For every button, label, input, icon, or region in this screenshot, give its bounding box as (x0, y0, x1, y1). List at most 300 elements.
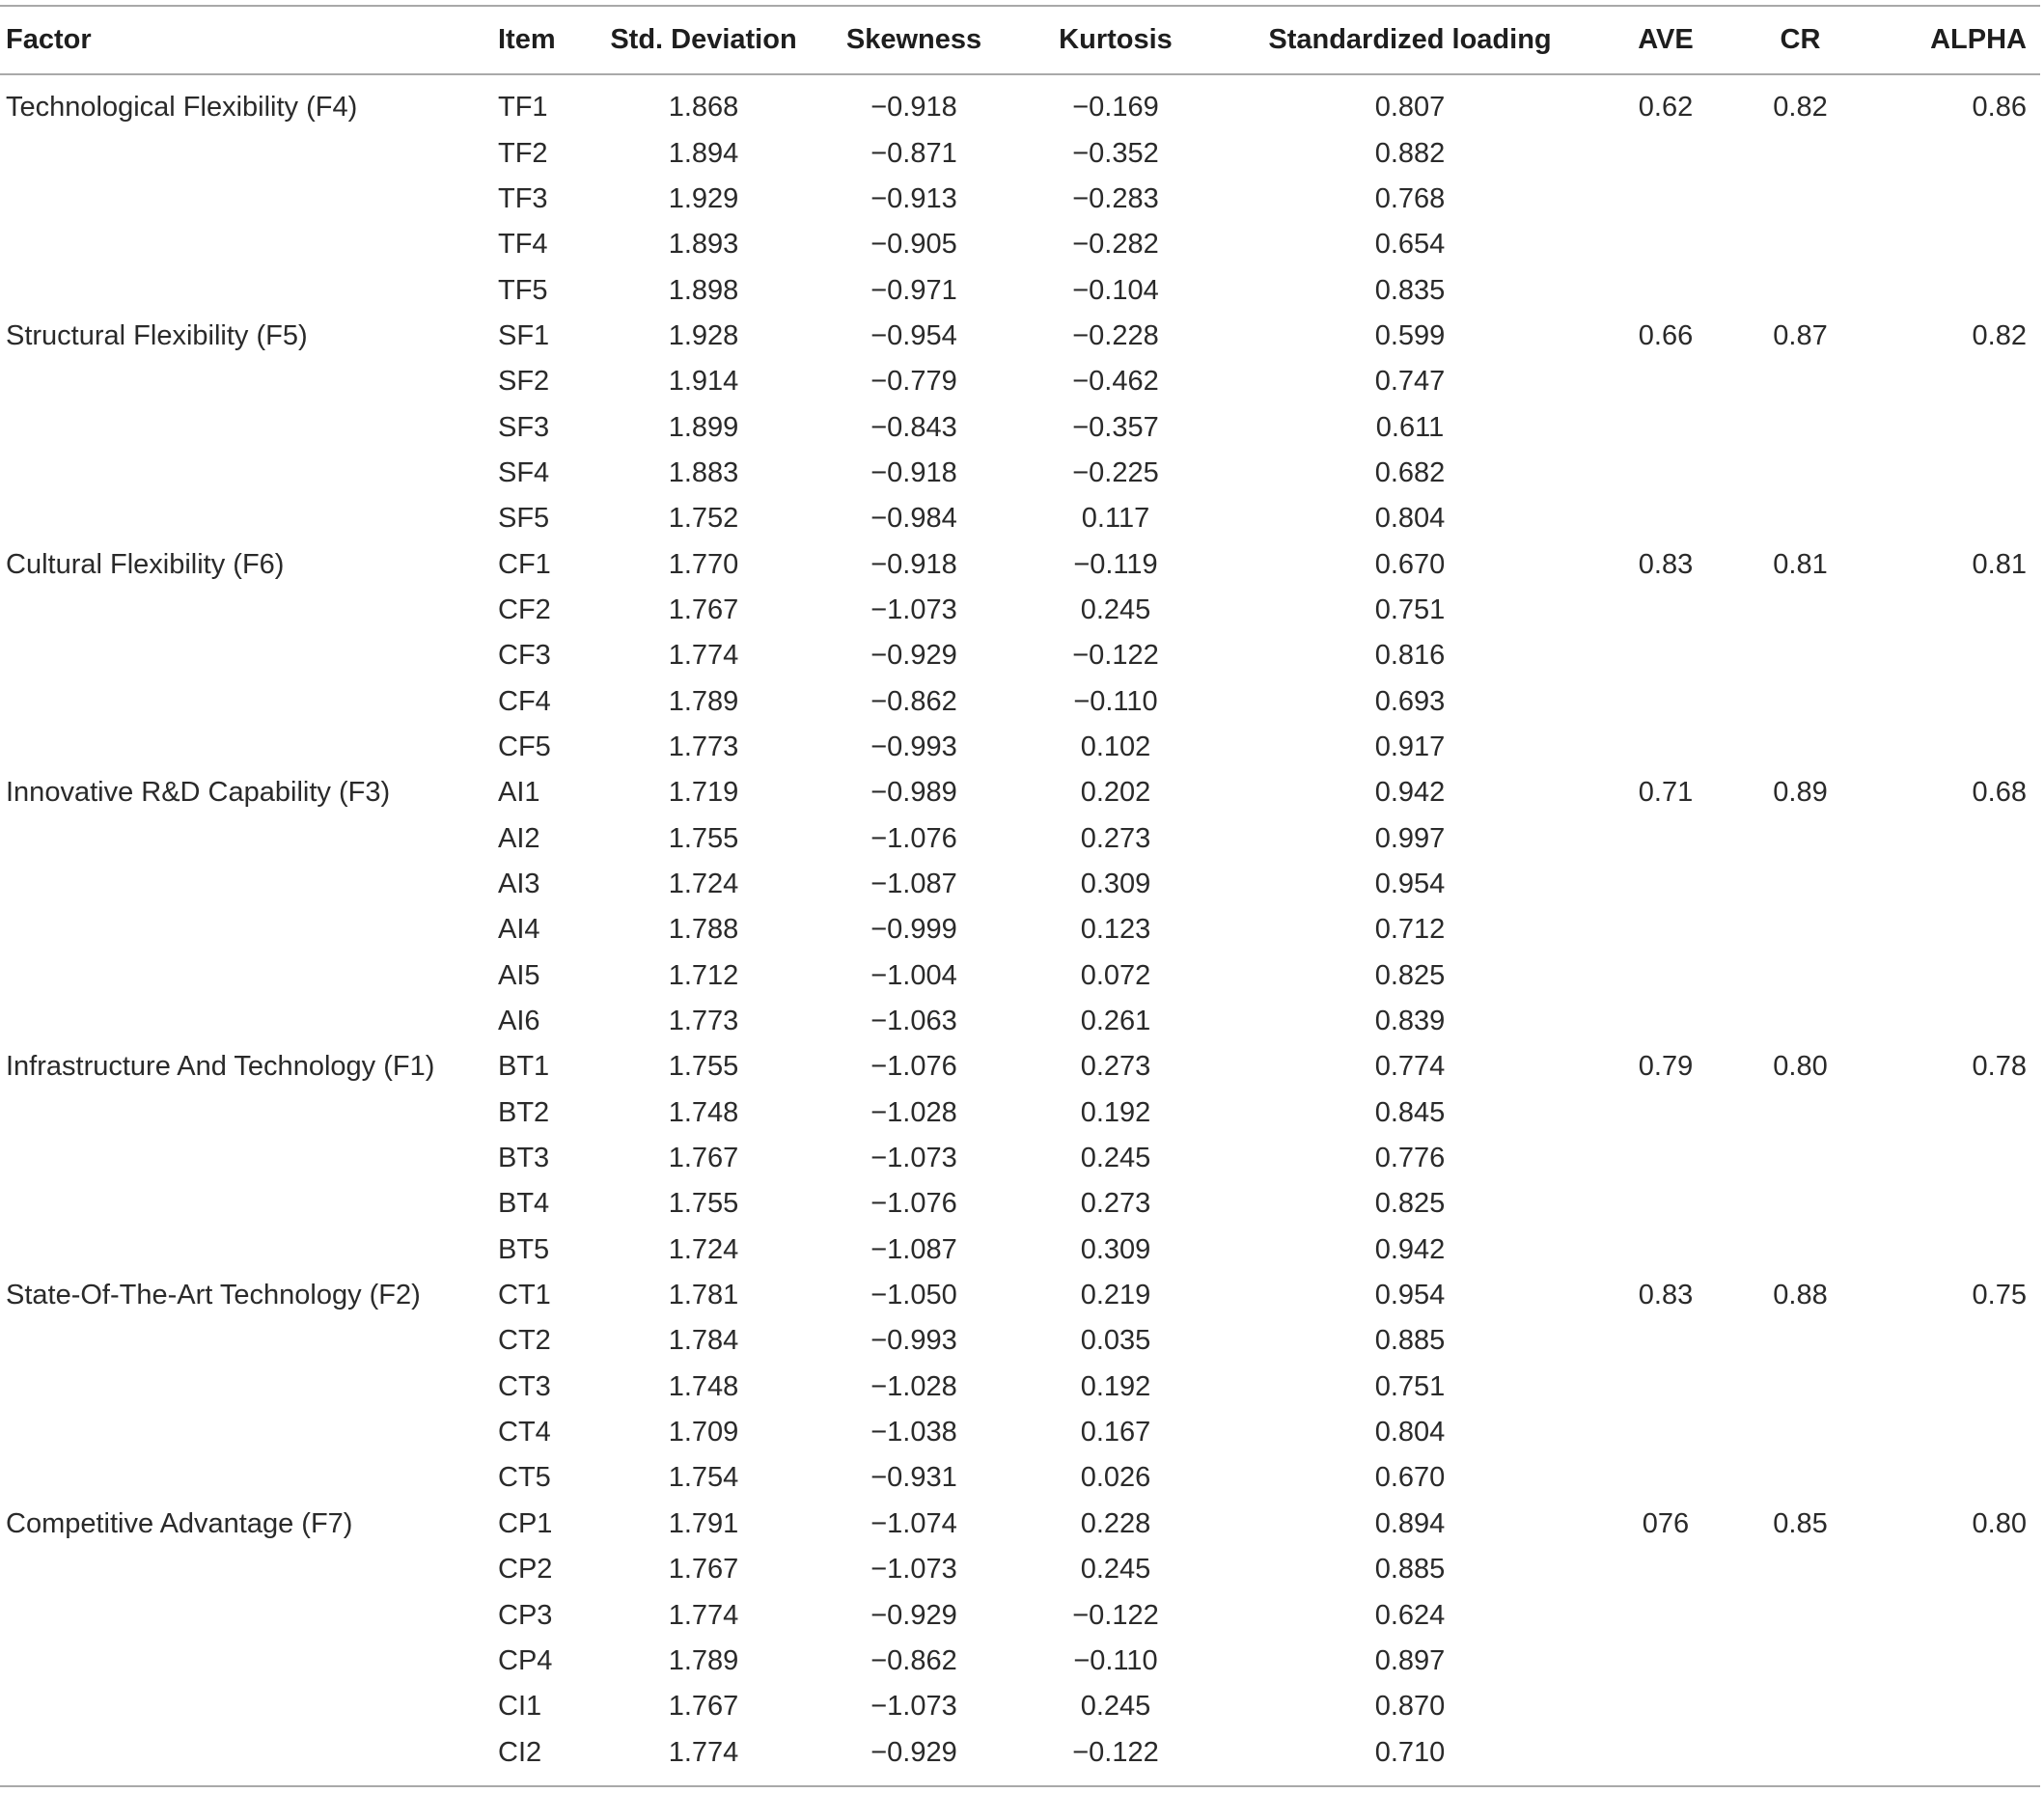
cell-skewness: −0.779 (870, 366, 957, 398)
cell-item: CT2 (498, 1325, 551, 1357)
cell-kurtosis: −0.122 (1072, 640, 1159, 672)
table-row (0, 1639, 2040, 1684)
cell-ave: 0.83 (1638, 548, 1694, 580)
table-row (0, 1136, 2040, 1181)
cell-cr: 0.89 (1773, 777, 1828, 809)
cell-alpha: 0.68 (1972, 777, 2027, 809)
cell-factor: Infrastructure And Technology (F1) (6, 1051, 435, 1083)
cell-alpha (1867, 1410, 2040, 1455)
cell-kurtosis: 0.167 (1080, 1417, 1151, 1448)
cell-factor (0, 451, 492, 496)
cell-skewness: −1.074 (870, 1507, 957, 1539)
cell-alpha (1867, 1365, 2040, 1410)
table-container (0, 5, 2040, 1787)
cell-item: TF2 (498, 137, 548, 169)
cell-kurtosis: 0.117 (1081, 503, 1150, 535)
cell-factor (0, 1181, 492, 1227)
cell-std-deviation: 1.868 (668, 92, 739, 124)
cell-item: TF5 (498, 274, 548, 306)
table-row (0, 177, 2040, 222)
cell-cr (1733, 1592, 1867, 1638)
table-row (0, 999, 2040, 1044)
cell-factor (0, 1318, 492, 1364)
cell-alpha (1867, 633, 2040, 678)
cell-factor (0, 359, 492, 404)
cell-ave (1598, 359, 1733, 404)
cell-std-deviation: 1.914 (668, 366, 739, 398)
cell-standardized-loading: 0.816 (1374, 640, 1446, 672)
cell-cr (1733, 1684, 1867, 1729)
cell-ave (1598, 1181, 1733, 1227)
table-row (0, 1729, 2040, 1785)
cell-skewness: −0.984 (870, 503, 957, 535)
cell-alpha (1867, 359, 2040, 404)
cell-standardized-loading: 0.599 (1374, 319, 1446, 351)
cell-ave (1598, 496, 1733, 541)
cell-kurtosis: −0.110 (1073, 1644, 1158, 1676)
cell-factor (0, 725, 492, 770)
cell-factor (0, 588, 492, 633)
cell-kurtosis: −0.462 (1072, 366, 1159, 398)
cell-factor (0, 1410, 492, 1455)
cell-cr (1733, 177, 1867, 222)
cell-factor (0, 953, 492, 999)
table-row (0, 496, 2040, 541)
cell-std-deviation: 1.893 (668, 229, 739, 261)
cell-alpha: 0.86 (1972, 92, 2027, 124)
table-row (0, 1455, 2040, 1501)
cell-std-deviation: 1.781 (668, 1280, 739, 1311)
cell-cr (1733, 267, 1867, 313)
cell-alpha (1867, 496, 2040, 541)
cell-item: AI4 (498, 914, 540, 946)
cell-ave (1598, 1228, 1733, 1273)
cell-alpha (1867, 588, 2040, 633)
cell-factor: Competitive Advantage (F7) (6, 1507, 353, 1539)
cell-item: TF3 (498, 182, 548, 214)
cell-item: AI6 (498, 1006, 540, 1037)
cell-item: SF5 (498, 503, 550, 535)
cell-standardized-loading: 0.682 (1374, 456, 1446, 488)
cell-std-deviation: 1.712 (668, 959, 739, 991)
cell-ave (1598, 404, 1733, 450)
cell-kurtosis: 0.261 (1080, 1006, 1151, 1037)
cell-factor (0, 130, 492, 176)
cell-kurtosis: −0.104 (1072, 274, 1159, 306)
cell-std-deviation: 1.899 (668, 411, 739, 443)
cell-kurtosis: −0.119 (1073, 548, 1158, 580)
table-row (0, 770, 2040, 815)
cell-std-deviation: 1.724 (668, 1233, 739, 1265)
cell-cr (1733, 359, 1867, 404)
cell-alpha: 0.81 (1972, 548, 2027, 580)
cell-cr (1733, 222, 1867, 267)
cell-alpha (1867, 816, 2040, 862)
cell-ave (1598, 953, 1733, 999)
cell-kurtosis: −0.352 (1072, 137, 1159, 169)
table-row (0, 1273, 2040, 1318)
cell-alpha (1867, 1136, 2040, 1181)
table-row (0, 130, 2040, 176)
cell-std-deviation: 1.773 (668, 1006, 739, 1037)
cell-cr: 0.85 (1773, 1507, 1828, 1539)
cell-standardized-loading: 0.751 (1374, 593, 1446, 625)
cell-skewness: −0.843 (870, 411, 957, 443)
cell-kurtosis: −0.357 (1072, 411, 1159, 443)
cell-factor (0, 267, 492, 313)
table-row (0, 862, 2040, 907)
cell-item: CF5 (498, 731, 551, 762)
cell-std-deviation: 1.709 (668, 1417, 739, 1448)
cell-factor (0, 999, 492, 1044)
cell-kurtosis: 0.026 (1080, 1462, 1151, 1494)
table-row (0, 1090, 2040, 1136)
table-row (0, 907, 2040, 952)
cell-std-deviation: 1.748 (668, 1370, 739, 1402)
cell-skewness: −0.993 (870, 731, 957, 762)
cell-ave (1598, 862, 1733, 907)
cell-alpha (1867, 1639, 2040, 1684)
cell-skewness: −1.038 (870, 1417, 957, 1448)
cell-cr (1733, 1090, 1867, 1136)
cell-skewness: −0.929 (818, 1729, 1009, 1785)
cell-factor (0, 1365, 492, 1410)
cell-cr: 0.88 (1773, 1280, 1828, 1311)
header-row (0, 6, 2040, 74)
cell-ave (1598, 588, 1733, 633)
cell-cr (1733, 1639, 1867, 1684)
cell-skewness: −1.076 (870, 1051, 957, 1083)
table-body (0, 74, 2040, 1786)
cell-ave (1598, 1684, 1733, 1729)
table-row (0, 678, 2040, 724)
cell-factor (0, 816, 492, 862)
cell-ave (1598, 907, 1733, 952)
cell-kurtosis: −0.110 (1073, 685, 1158, 717)
cell-kurtosis: 0.219 (1080, 1280, 1151, 1311)
cell-item: SF3 (498, 411, 550, 443)
cell-cr (1733, 1547, 1867, 1592)
cell-item: CT3 (498, 1370, 551, 1402)
cell-cr (1733, 816, 1867, 862)
cell-standardized-loading: 0.776 (1374, 1143, 1446, 1174)
cell-standardized-loading: 0.611 (1375, 411, 1445, 443)
cell-standardized-loading: 0.624 (1374, 1599, 1446, 1631)
cell-kurtosis: 0.273 (1080, 1188, 1151, 1220)
header-ave: AVE (1598, 6, 1733, 74)
header-skewness: Skewness (818, 6, 1009, 74)
cell-item: CF3 (498, 640, 551, 672)
cell-alpha (1867, 953, 2040, 999)
cell-kurtosis: −0.228 (1072, 319, 1159, 351)
cell-standardized-loading: 0.954 (1374, 1280, 1446, 1311)
cell-standardized-loading: 0.768 (1374, 182, 1446, 214)
cell-skewness: −0.999 (870, 914, 957, 946)
cell-alpha (1867, 267, 2040, 313)
cell-factor (0, 633, 492, 678)
cell-cr (1733, 1410, 1867, 1455)
table-row (0, 1592, 2040, 1638)
table-row (0, 541, 2040, 587)
cell-item: CF2 (498, 593, 551, 625)
cell-kurtosis: 0.245 (1080, 1691, 1151, 1723)
cell-skewness: −0.862 (870, 685, 957, 717)
cell-skewness: −0.871 (870, 137, 957, 169)
cell-factor (0, 1090, 492, 1136)
cell-skewness: −1.073 (870, 1554, 957, 1586)
cell-ave (1598, 1090, 1733, 1136)
cell-kurtosis: 0.245 (1080, 1143, 1151, 1174)
cell-kurtosis: 0.202 (1080, 777, 1151, 809)
cell-std-deviation: 1.767 (668, 1554, 739, 1586)
cell-std-deviation: 1.788 (668, 914, 739, 946)
cell-item: CT1 (498, 1280, 551, 1311)
cell-standardized-loading: 0.804 (1374, 1417, 1446, 1448)
cell-standardized-loading: 0.885 (1374, 1554, 1446, 1586)
cell-item: CF1 (498, 548, 551, 580)
table-row (0, 1318, 2040, 1364)
cell-ave: 0.79 (1638, 1051, 1694, 1083)
cell-alpha (1867, 1228, 2040, 1273)
cell-std-deviation: 1.789 (668, 685, 739, 717)
cell-std-deviation: 1.774 (589, 1729, 818, 1785)
table-row (0, 222, 2040, 267)
cell-cr: 0.87 (1773, 319, 1828, 351)
cell-skewness: −1.028 (870, 1096, 957, 1128)
cell-standardized-loading: 0.825 (1374, 1188, 1446, 1220)
cell-alpha (1867, 404, 2040, 450)
cell-ave (1598, 1365, 1733, 1410)
cell-item: CP3 (498, 1599, 553, 1631)
cell-std-deviation: 1.929 (668, 182, 739, 214)
cell-cr (1733, 1136, 1867, 1181)
cell-kurtosis: 0.309 (1080, 1233, 1151, 1265)
cell-ave (1598, 451, 1733, 496)
cell-ave (1598, 1136, 1733, 1181)
cell-alpha (1867, 1181, 2040, 1227)
table-row (0, 1365, 2040, 1410)
cell-alpha: 0.75 (1972, 1280, 2027, 1311)
cell-ave (1598, 1455, 1733, 1501)
cell-cr (1733, 678, 1867, 724)
cell-skewness: −1.087 (870, 869, 957, 900)
cell-kurtosis: 0.228 (1080, 1507, 1151, 1539)
cell-standardized-loading: 0.693 (1374, 685, 1446, 717)
cell-standardized-loading: 0.885 (1374, 1325, 1446, 1357)
cell-item: BT5 (498, 1233, 550, 1265)
cell-skewness: −0.971 (870, 274, 957, 306)
cell-standardized-loading: 0.845 (1374, 1096, 1446, 1128)
cell-ave: 0.83 (1638, 1280, 1694, 1311)
cell-alpha: 0.82 (1972, 319, 2027, 351)
cell-cr (1733, 907, 1867, 952)
table-row (0, 1547, 2040, 1592)
cell-factor (0, 1684, 492, 1729)
cell-skewness: −0.929 (870, 1599, 957, 1631)
cell-std-deviation: 1.774 (668, 640, 739, 672)
cell-ave (1598, 1318, 1733, 1364)
cell-ave (1598, 633, 1733, 678)
table-row (0, 451, 2040, 496)
cell-cr (1733, 130, 1867, 176)
cell-factor (0, 1228, 492, 1273)
cell-std-deviation: 1.719 (668, 777, 739, 809)
cell-standardized-loading: 0.942 (1374, 1233, 1446, 1265)
cell-item: BT2 (498, 1096, 550, 1128)
table-row (0, 404, 2040, 450)
header-factor: Factor (0, 6, 492, 74)
cell-standardized-loading: 0.670 (1374, 548, 1446, 580)
cell-skewness: −0.989 (870, 777, 957, 809)
cell-cr (1733, 1318, 1867, 1364)
cell-cr (1733, 1365, 1867, 1410)
cell-kurtosis: −0.282 (1072, 229, 1159, 261)
cell-skewness: −0.905 (870, 229, 957, 261)
cell-item: SF1 (498, 319, 550, 351)
header-item: Item (492, 6, 589, 74)
cell-cr (1733, 725, 1867, 770)
cell-cr (1733, 999, 1867, 1044)
cell-factor: State-Of-The-Art Technology (F2) (6, 1280, 421, 1311)
table-row (0, 1181, 2040, 1227)
cell-ave: 0.62 (1638, 92, 1694, 124)
cell-skewness: −0.993 (870, 1325, 957, 1357)
cell-item: BT1 (498, 1051, 550, 1083)
cell-std-deviation: 1.770 (668, 548, 739, 580)
cell-item: CI1 (498, 1691, 542, 1723)
header-alpha: ALPHA (1867, 6, 2040, 74)
cell-factor (0, 222, 492, 267)
cell-skewness: −0.918 (870, 92, 957, 124)
cell-skewness: −1.028 (870, 1370, 957, 1402)
header-standardized-loading: Standardized loading (1222, 6, 1598, 74)
cell-kurtosis: 0.309 (1080, 869, 1151, 900)
cell-alpha (1867, 222, 2040, 267)
cell-ave (1598, 678, 1733, 724)
cell-kurtosis: 0.245 (1080, 1554, 1151, 1586)
header-cr: CR (1733, 6, 1867, 74)
cell-alpha (1867, 725, 2040, 770)
cell-standardized-loading: 0.774 (1374, 1051, 1446, 1083)
cell-ave: 0.71 (1638, 777, 1694, 809)
cell-kurtosis: −0.283 (1072, 182, 1159, 214)
cell-skewness: −0.918 (870, 548, 957, 580)
cell-ave: 0.66 (1638, 319, 1694, 351)
cell-item: SF4 (498, 456, 550, 488)
cell-std-deviation: 1.774 (668, 1599, 739, 1631)
cell-cr (1733, 451, 1867, 496)
measurement-model-table (0, 5, 2040, 1787)
cell-std-deviation: 1.767 (668, 593, 739, 625)
cell-ave (1598, 1592, 1733, 1638)
table-row (0, 953, 2040, 999)
cell-alpha (1867, 1729, 2040, 1785)
table-row (0, 1410, 2040, 1455)
cell-skewness: −1.050 (870, 1280, 957, 1311)
cell-standardized-loading: 0.839 (1374, 1006, 1446, 1037)
cell-factor (0, 1455, 492, 1501)
cell-kurtosis: 0.192 (1080, 1370, 1151, 1402)
cell-item: TF4 (498, 229, 548, 261)
cell-alpha (1867, 1684, 2040, 1729)
table-row (0, 588, 2040, 633)
cell-alpha (1867, 678, 2040, 724)
cell-item: BT4 (498, 1188, 550, 1220)
cell-standardized-loading: 0.897 (1374, 1644, 1446, 1676)
cell-ave (1598, 1729, 1733, 1785)
cell-factor (0, 862, 492, 907)
cell-standardized-loading: 0.804 (1374, 503, 1446, 535)
cell-factor: Structural Flexibility (F5) (6, 319, 308, 351)
cell-alpha (1867, 1547, 2040, 1592)
cell-alpha (1867, 1455, 2040, 1501)
cell-ave (1598, 725, 1733, 770)
cell-standardized-loading: 0.882 (1374, 137, 1446, 169)
cell-skewness: −0.913 (870, 182, 957, 214)
cell-item: CI2 (492, 1729, 589, 1785)
cell-kurtosis: −0.122 (1072, 1599, 1159, 1631)
cell-cr (1733, 1228, 1867, 1273)
cell-cr (1733, 404, 1867, 450)
cell-standardized-loading: 0.710 (1222, 1729, 1598, 1785)
cell-standardized-loading: 0.825 (1374, 959, 1446, 991)
cell-cr (1733, 496, 1867, 541)
table-row (0, 314, 2040, 359)
cell-kurtosis: 0.192 (1080, 1096, 1151, 1128)
cell-std-deviation: 1.752 (668, 503, 739, 535)
cell-cr: 0.82 (1773, 92, 1828, 124)
cell-standardized-loading: 0.751 (1374, 1370, 1446, 1402)
cell-alpha (1867, 862, 2040, 907)
cell-ave (1598, 222, 1733, 267)
cell-skewness: −1.073 (870, 593, 957, 625)
cell-standardized-loading: 0.712 (1374, 914, 1446, 946)
cell-cr (1733, 1455, 1867, 1501)
cell-item: SF2 (498, 366, 550, 398)
cell-std-deviation: 1.898 (668, 274, 739, 306)
cell-factor (0, 496, 492, 541)
cell-skewness: −0.929 (870, 640, 957, 672)
cell-skewness: −0.931 (870, 1462, 957, 1494)
cell-ave (1598, 1547, 1733, 1592)
cell-alpha (1867, 907, 2040, 952)
cell-std-deviation: 1.755 (668, 822, 739, 854)
cell-standardized-loading: 0.894 (1374, 1507, 1446, 1539)
cell-std-deviation: 1.928 (668, 319, 739, 351)
cell-standardized-loading: 0.870 (1374, 1691, 1446, 1723)
cell-skewness: −1.004 (870, 959, 957, 991)
cell-standardized-loading: 0.954 (1374, 869, 1446, 900)
cell-factor (0, 1639, 492, 1684)
cell-std-deviation: 1.784 (668, 1325, 739, 1357)
cell-kurtosis: 0.123 (1080, 914, 1151, 946)
cell-kurtosis: 0.273 (1080, 1051, 1151, 1083)
table-row (0, 359, 2040, 404)
cell-cr (1733, 1181, 1867, 1227)
cell-standardized-loading: 0.997 (1374, 822, 1446, 854)
cell-alpha (1867, 999, 2040, 1044)
cell-item: CF4 (498, 685, 551, 717)
cell-ave (1598, 1639, 1733, 1684)
cell-item: CP2 (498, 1554, 553, 1586)
cell-alpha (1867, 130, 2040, 176)
cell-standardized-loading: 0.807 (1374, 92, 1446, 124)
cell-factor (0, 678, 492, 724)
cell-item: CT5 (498, 1462, 551, 1494)
cell-factor (0, 1136, 492, 1181)
cell-cr (1733, 633, 1867, 678)
cell-alpha (1867, 1090, 2040, 1136)
